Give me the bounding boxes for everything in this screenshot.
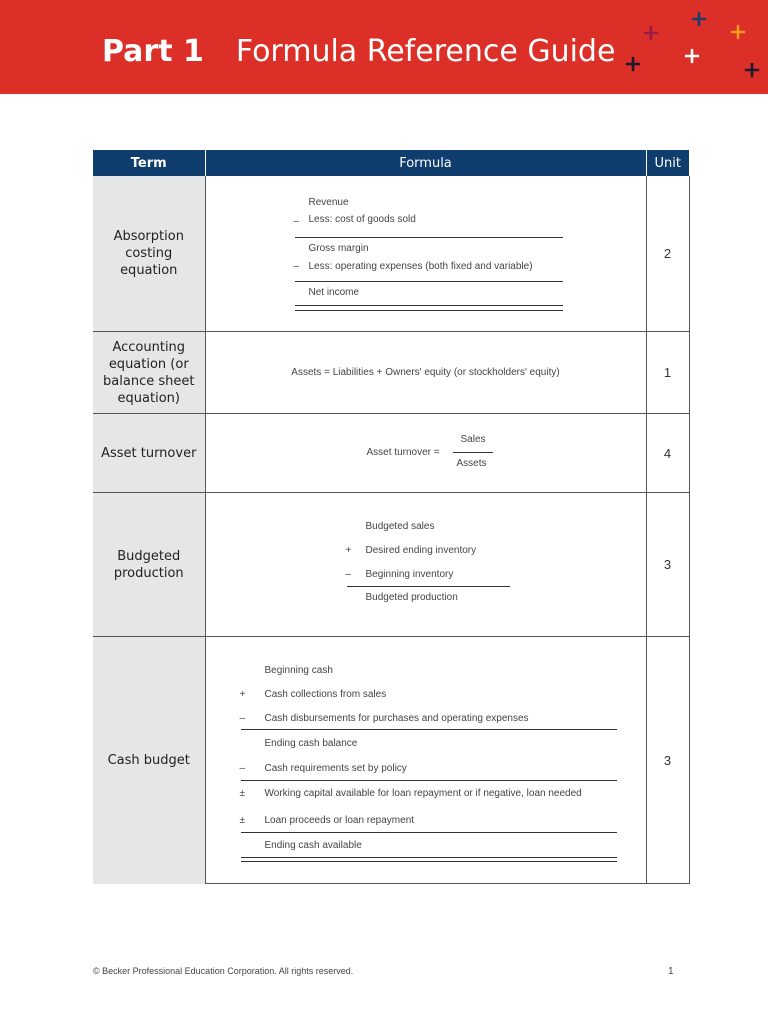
total-double-rule [241, 861, 617, 862]
formula-line: Less: cost of goods sold [308, 214, 416, 225]
table-header-row [93, 150, 689, 176]
guide-title: Formula Reference Guide [235, 34, 616, 69]
table-row [93, 414, 689, 493]
term-cell: Absorption costing equation [93, 176, 205, 332]
unit-cell: 1 [646, 332, 689, 414]
operator: + [239, 689, 246, 700]
formula-line: Less: operating expenses (both fixed and variable) [308, 261, 533, 272]
operator: – [345, 569, 352, 580]
unit-cell: 2 [646, 176, 689, 332]
operator: – [293, 261, 300, 272]
unit-cell: 4 [646, 414, 689, 493]
formula-line: Budgeted production [365, 592, 458, 603]
unit-cell: 3 [646, 637, 689, 884]
operator: + [345, 545, 352, 556]
operator: – [239, 713, 246, 724]
denominator: Assets [456, 458, 487, 469]
column-header-unit: Unit [646, 150, 689, 176]
total-double-rule [295, 310, 563, 311]
sparkle-decoration-icon [618, 0, 768, 94]
formula-line: Ending cash balance [264, 738, 358, 749]
formula-line: Cash requirements set by policy [264, 763, 407, 774]
formula-cell [205, 176, 646, 332]
formula-reference-table [93, 150, 690, 884]
numerator: Sales [460, 434, 486, 445]
formula-line: Budgeted sales [365, 521, 435, 532]
formula-line: Loan proceeds or loan repayment [264, 815, 415, 826]
sum-rule [295, 281, 563, 282]
total-double-rule [295, 305, 563, 306]
column-header-term: Term [93, 150, 205, 176]
formula-cell [205, 637, 646, 884]
formula-line: Desired ending inventory [365, 545, 477, 556]
term-cell: Budgeted production [93, 493, 205, 637]
page-title [102, 30, 615, 74]
unit-cell: 3 [646, 493, 689, 637]
sum-rule [241, 729, 617, 730]
table-row [93, 332, 689, 414]
operator: ± [239, 815, 245, 826]
sum-rule [241, 780, 617, 781]
column-header-formula: Formula [205, 150, 646, 176]
sum-rule [241, 832, 617, 833]
formula-cell [205, 332, 646, 414]
term-cell: Cash budget [93, 637, 205, 884]
term-cell: Asset turnover [93, 414, 205, 493]
operator: – [239, 763, 246, 774]
header-banner [0, 0, 768, 94]
formula-line: Assets = Liabilities + Owners' equity (or stockholders' equity) [291, 367, 560, 378]
table-row [93, 637, 689, 884]
formula-line: Gross margin [308, 243, 369, 254]
formula-line: Beginning cash [264, 665, 333, 676]
operator: – [293, 216, 300, 227]
table-row [93, 176, 689, 332]
part-label: Part 1 [102, 34, 204, 69]
footer-copyright: © Becker Professional Education Corporation. All rights reserved. [93, 966, 354, 976]
formula-line: Ending cash available [264, 840, 362, 851]
fraction-bar [453, 452, 493, 453]
formula-line: Cash disbursements for purchases and operating expenses [264, 713, 529, 724]
sum-rule [295, 237, 563, 238]
operator: ± [239, 788, 245, 799]
formula-line: Beginning inventory [365, 569, 454, 580]
ratio-label: Asset turnover = [366, 447, 440, 458]
formula-line: Revenue [308, 197, 349, 208]
page-number: 1 [668, 966, 674, 977]
formula-line: Working capital available for loan repayment or if negative, loan needed [264, 788, 582, 799]
formula-cell [205, 414, 646, 493]
formula-line: Net income [308, 287, 360, 298]
formula-line: Cash collections from sales [264, 689, 387, 700]
sum-rule [347, 586, 510, 587]
total-double-rule [241, 857, 617, 858]
formula-cell [205, 493, 646, 637]
term-cell: Accounting equation (or balance sheet equation) [93, 332, 205, 414]
table-row [93, 493, 689, 637]
